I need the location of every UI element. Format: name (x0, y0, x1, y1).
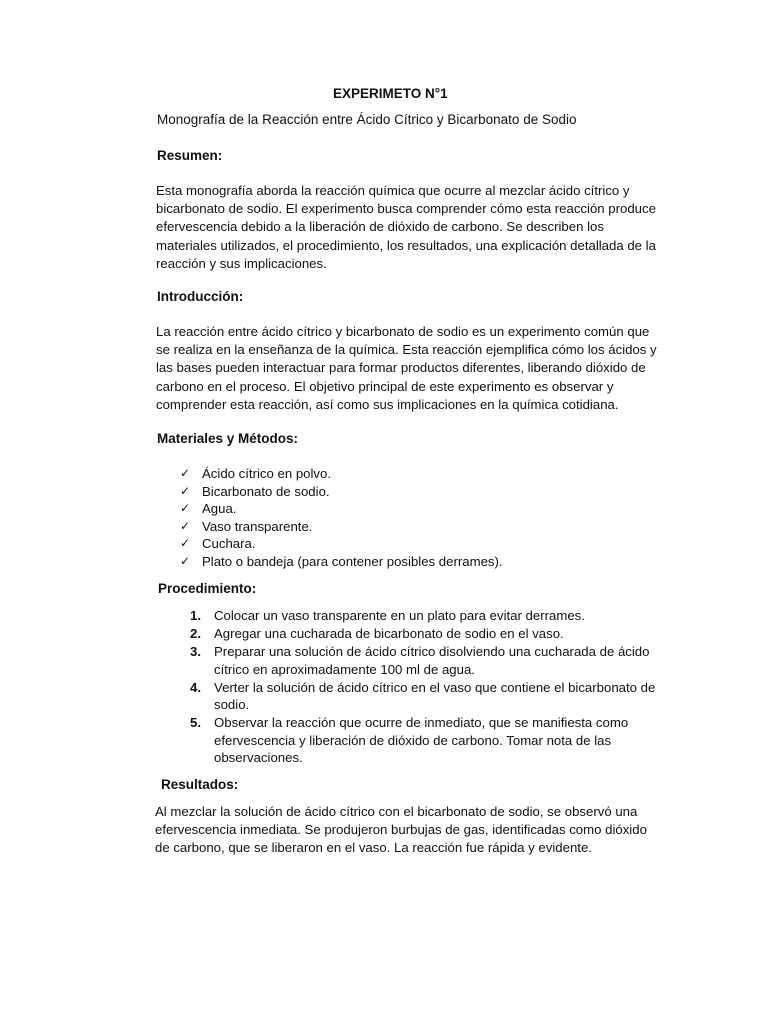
list-item (180, 500, 503, 518)
list-item-label: Vaso transparente. (202, 518, 313, 534)
checkmark-icon: ✓ (180, 518, 191, 533)
step-text: Colocar un vaso transparente en un plato para evitar derrames. (214, 608, 585, 623)
step-number: 2. (190, 625, 201, 641)
document-title: EXPERIMETO N°1 (333, 86, 448, 101)
list-item (180, 518, 503, 536)
procedimiento-heading: Procedimiento: (158, 581, 257, 596)
resultados-paragraph: Al mezclar la solución de ácido cítrico con el bicarbonato de sodio, se observó una efervescencia inmediata. Se produjeron burbujas de gas, identificadas como dióxido de carbono, que se liberaron en el vaso. La reacción fue rápida y evidente. (155, 804, 647, 856)
checkmark-icon: ✓ (180, 483, 191, 498)
introduccion-heading: Introducción: (157, 289, 244, 304)
checkmark-icon: ✓ (180, 553, 191, 568)
list-item (180, 465, 503, 483)
list-item-label: Bicarbonato de sodio. (202, 483, 330, 499)
checkmark-icon: ✓ (180, 501, 191, 516)
step-number: 3. (190, 643, 201, 659)
list-item (180, 483, 503, 501)
step-item (190, 679, 660, 714)
step-text: Verter la solución de ácido cítrico en el vaso que contiene el bicarbonato de sodio. (214, 679, 656, 713)
list-item-label: Ácido cítrico en polvo. (202, 466, 332, 481)
step-item (190, 607, 660, 625)
introduccion-paragraph: La reacción entre ácido cítrico y bicarbonato de sodio es un experimento común que se realiza en la enseñanza de la química. Esta reacción ejemplifica cómo los ácidos y las bases pueden interactuar para formar productos diferentes, liberando dióxido de carbono en el proceso. El objetivo principal de este experimento es observar y comprender esta reacción, así como sus implicaciones en la química cotidiana. (156, 324, 657, 412)
materiales-list (180, 465, 503, 571)
step-item (190, 714, 660, 767)
list-item (180, 553, 503, 571)
list-item-label: Cuchara. (202, 536, 256, 552)
step-number: 4. (190, 679, 201, 695)
resultados-heading: Resultados: (161, 777, 239, 792)
step-text: Observar la reacción que ocurre de inmediato, que se manifiesta como efervescencia y liberación de dióxido de carbono. Tomar nota de las observaciones. (214, 715, 629, 766)
procedimiento-steps (190, 607, 660, 767)
step-text: Preparar una solución de ácido cítrico disolviendo una cucharada de ácido cítrico en aproximadamente 100 ml de agua. (214, 643, 650, 677)
list-item-label: Plato o bandeja (para contener posibles derrames). (202, 553, 503, 569)
document-subtitle: Monografía de la Reacción entre Ácido Cítrico y Bicarbonato de Sodio (157, 112, 577, 127)
step-item (190, 625, 660, 643)
list-item-label: Agua. (202, 501, 237, 517)
resumen-paragraph: Esta monografía aborda la reacción química que ocurre al mezclar ácido cítrico y bicarbonato de sodio. El experimento busca comprender cómo esta reacción produce efervescencia debido a la liberación de dióxido de carbono. Se describen los materiales utilizados, el procedimiento, los resultados, una explicación detallada de la reacción y sus implicaciones. (156, 183, 656, 271)
step-number: 5. (190, 715, 201, 731)
materiales-heading: Materiales y Métodos: (157, 431, 299, 446)
step-number: 1. (190, 608, 201, 623)
step-item (190, 643, 660, 678)
step-text: Agregar una cucharada de bicarbonato de sodio en el vaso. (214, 625, 564, 641)
checkmark-icon: ✓ (180, 536, 191, 551)
list-item (180, 535, 503, 553)
resumen-heading: Resumen: (157, 148, 223, 163)
checkmark-icon: ✓ (180, 466, 191, 480)
